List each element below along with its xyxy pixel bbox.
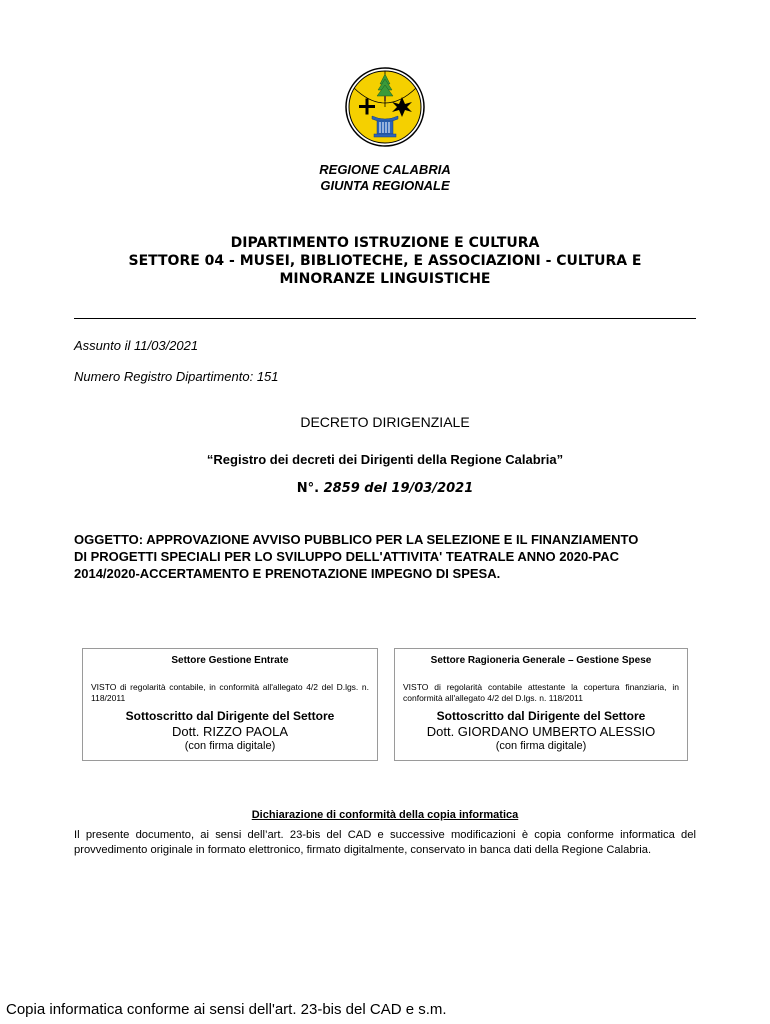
- subject: [74, 531, 696, 582]
- declaration-text: Il presente documento, ai sensi dell’art. 23-bis del CAD e successive modificazioni è copia conforme informatica del provvedimento originale in formato elettronico, firmato digitalmente, conservato in banca dati della Regione Calabria.: [74, 829, 696, 856]
- assunto-label: Assunto il: [74, 338, 131, 353]
- box-signer-name: Dott. GIORDANO UMBERTO ALESSIO: [426, 724, 656, 739]
- approval-box-entrate: [82, 648, 378, 761]
- decree-type: DECRETO DIRIGENZIALE: [300, 414, 470, 430]
- decree-number-label: N°.: [296, 481, 320, 496]
- registro-label: Numero Registro Dipartimento:: [74, 369, 254, 384]
- regione-calabria-emblem-icon: [344, 66, 426, 148]
- box-text: VISTO di regolarità contabile attestante la copertura finanziaria, in conformità all'allegato 4/2 del D.lgs. n. 118/2011: [403, 682, 679, 703]
- decree-registry: “Registro dei decreti dei Dirigenti della Regione Calabria”: [206, 452, 564, 467]
- declaration-title: Dichiarazione di conformità della copia informatica: [251, 809, 519, 821]
- decree-number: [0, 481, 770, 496]
- approval-box-ragioneria: [394, 648, 688, 761]
- header-divider: [74, 318, 696, 319]
- subject-line: 2014/2020-ACCERTAMENTO E PRENOTAZIONE IMPEGNO DI SPESA.: [74, 566, 501, 581]
- assunto-line: [74, 338, 198, 353]
- registro-number: 151: [256, 369, 279, 384]
- region-name: REGIONE CALABRIA: [319, 162, 451, 177]
- department-line: SETTORE 04 - MUSEI, BIBLIOTECHE, E ASSOCIAZIONI - CULTURA E: [128, 253, 642, 269]
- department-title: [85, 234, 685, 288]
- box-text: VISTO di regolarità contabile, in conformità all'allegato 4/2 del D.lgs. n. 118/2011: [91, 682, 369, 703]
- box-signer-name: Dott. RIZZO PAOLA: [171, 724, 289, 739]
- registro-line: [74, 369, 279, 384]
- department-line: MINORANZE LINGUISTICHE: [279, 271, 491, 287]
- box-title: Settore Gestione Entrate: [171, 655, 289, 666]
- decree-number-value: 2859 del 19/03/2021: [323, 481, 474, 496]
- box-signed-by: Sottoscritto dal Dirigente del Settore: [436, 709, 646, 723]
- council-name: GIUNTA REGIONALE: [320, 178, 450, 193]
- box-signed-by: Sottoscritto dal Dirigente del Settore: [125, 709, 335, 723]
- box-signature-note: (con firma digitale): [495, 740, 587, 752]
- subject-line: DI PROGETTI SPECIALI PER LO SVILUPPO DELL'ATTIVITA' TEATRALE ANNO 2020-PAC: [74, 549, 620, 564]
- footer-note: Copia informatica conforme ai sensi dell'art. 23-bis del CAD e s.m.: [6, 1001, 447, 1018]
- box-title: Settore Ragioneria Generale – Gestione Spese: [430, 655, 652, 666]
- box-signature-note: (con firma digitale): [184, 740, 276, 752]
- department-line: DIPARTIMENTO ISTRUZIONE E CULTURA: [230, 235, 540, 251]
- subject-line: OGGETTO: APPROVAZIONE AVVISO PUBBLICO PER LA SELEZIONE E IL FINANZIAMENTO: [74, 532, 639, 547]
- assunto-date: 11/03/2021: [134, 338, 199, 353]
